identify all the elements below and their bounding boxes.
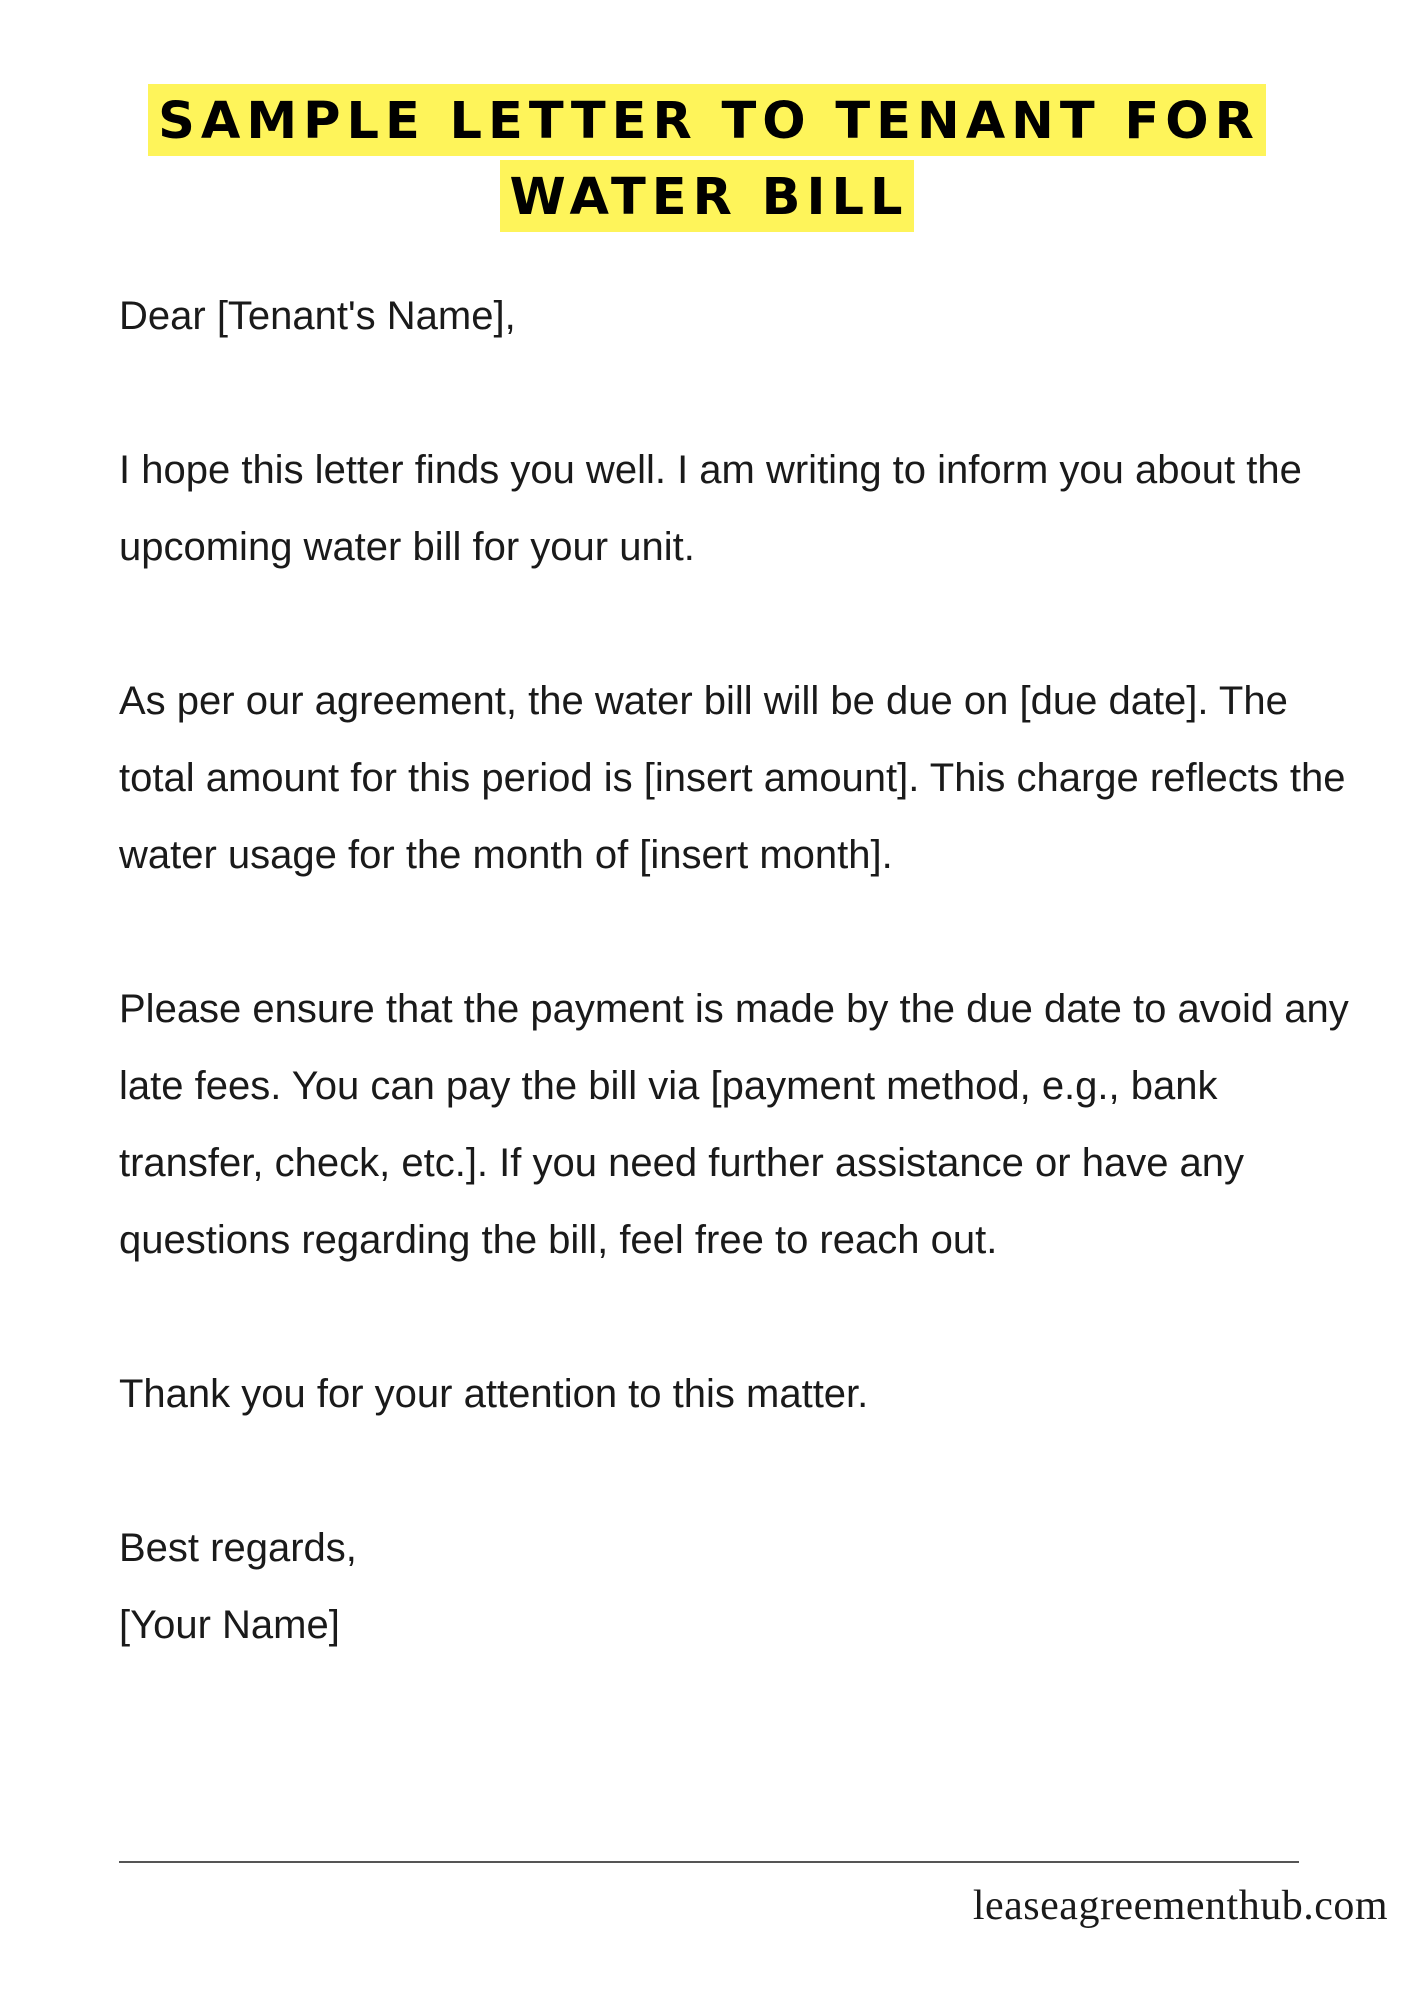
title-line-2: WATER BILL bbox=[500, 160, 915, 232]
paragraph-payment: Please ensure that the payment is made by the due date to avoid any late fees. You can pay the bill via [payment method, e.g., bank transfer, check, etc.]. If you need further assistance or have any questions regarding the bill, feel free to reach out. bbox=[119, 987, 1349, 1262]
website-credit: leaseagreementhub.com bbox=[972, 1883, 1388, 1929]
closing: Best regards, bbox=[119, 1526, 357, 1570]
letter-body bbox=[119, 278, 1349, 1664]
signature: [Your Name] bbox=[119, 1603, 340, 1647]
paragraph-intro: I hope this letter finds you well. I am writing to inform you about the upcoming water bill for your unit. bbox=[119, 448, 1302, 569]
paragraph-thanks: Thank you for your attention to this matter. bbox=[119, 1372, 869, 1416]
salutation: Dear [Tenant's Name], bbox=[119, 294, 516, 338]
title-line-1: SAMPLE LETTER TO TENANT FOR bbox=[148, 84, 1266, 156]
page-title bbox=[0, 84, 1414, 238]
paragraph-amount: As per our agreement, the water bill will be due on [due date]. The total amount for this period is [insert amount]. This charge reflects the water usage for the month of [insert month]. bbox=[119, 679, 1346, 877]
footer-divider bbox=[119, 1861, 1299, 1863]
